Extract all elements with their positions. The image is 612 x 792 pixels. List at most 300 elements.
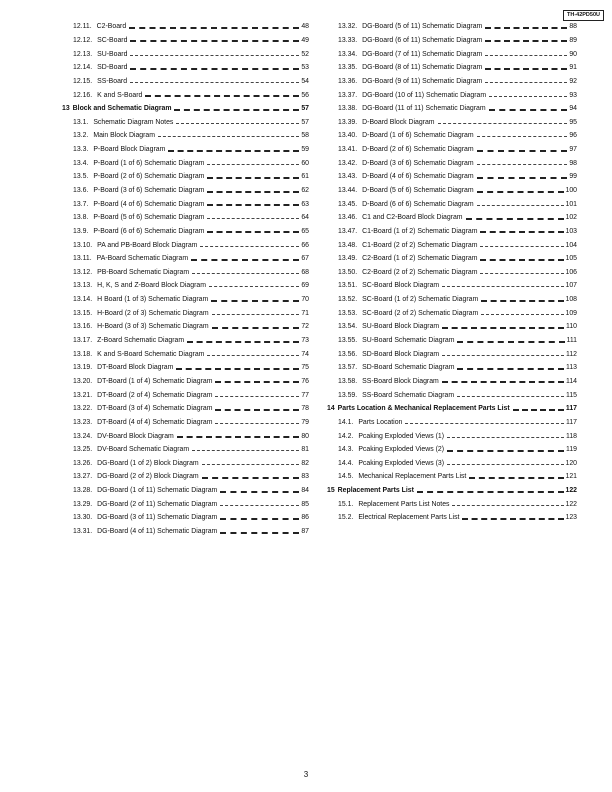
toc-entry-title: Pcaking Exploded Views (3) (358, 459, 444, 467)
toc-entry-title: D-Board (5 of 6) Schematic Diagram (362, 187, 474, 194)
dot-leader (485, 82, 567, 83)
toc-entry-page: 49 (301, 36, 309, 44)
toc-entry-page: 101 (565, 200, 577, 208)
toc-entry-page: 64 (301, 214, 309, 222)
toc-entry-title: SD-Board Schematic Diagram (362, 364, 455, 372)
toc-entry-number: 15 (327, 487, 335, 495)
toc-entry-title: DG-Board (11 of 11) Schematic Diagram (362, 105, 486, 113)
toc-entry[interactable] (327, 88, 577, 102)
dot-leader (187, 341, 299, 343)
toc-entry-page: 61 (301, 173, 309, 181)
toc-entry-page: 56 (301, 91, 309, 99)
toc-entry-title: SC-Board Block Diagram (362, 282, 440, 290)
dot-leader (442, 327, 564, 329)
toc-entry-number: 14 (327, 405, 335, 413)
toc-entry-title: SC-Board (2 of 2) Schematic Diagram (362, 309, 479, 317)
toc-entry-title: DG-Board (1 of 11) Schematic Diagram (97, 487, 218, 495)
dot-leader (191, 259, 299, 261)
toc-entry-title: DT-Board Block Diagram (97, 364, 174, 372)
toc-entry-title: DG-Board (5 of 11) Schematic Diagram (362, 23, 483, 31)
dot-leader (442, 286, 563, 287)
toc-entry-number: 13.58. (338, 377, 358, 385)
dot-leader (481, 314, 563, 315)
toc-entry[interactable] (62, 497, 309, 511)
toc-entry-number: 13.2. (73, 132, 89, 140)
toc-entry-page: 52 (301, 50, 309, 58)
toc-entry[interactable] (62, 293, 309, 307)
toc-entry-number: 13.10. (73, 241, 93, 249)
toc-entry-number: 14.1. (338, 418, 354, 426)
toc-entry-title: Block and Schematic Diagram (72, 105, 172, 113)
toc-entry-page: 54 (301, 77, 309, 85)
toc-entry-number: 13.54. (338, 323, 358, 331)
toc-entry[interactable] (62, 156, 309, 170)
dot-leader (130, 68, 299, 70)
toc-entry[interactable] (327, 47, 577, 61)
toc-entry-page: 59 (301, 146, 309, 154)
toc-section-entry[interactable] (327, 402, 577, 416)
toc-entry[interactable] (327, 197, 577, 211)
toc-entry[interactable] (62, 20, 309, 34)
toc-entry-title: P-Board Block Diagram (93, 146, 166, 154)
toc-entry-number: 13.46. (338, 214, 358, 222)
toc-entry[interactable] (327, 375, 577, 389)
toc-entry-title: Replacement Parts List Notes (358, 500, 450, 508)
toc-entry-title: Schematic Diagram Notes (93, 118, 174, 126)
toc-entry-title: DV-Board Schematic Diagram (97, 446, 190, 454)
toc-entry-page: 60 (301, 159, 309, 167)
toc-entry-title: SU-Board Schematic Diagram (362, 337, 455, 345)
toc-entry-title: D-Board (1 of 6) Schematic Diagram (362, 132, 474, 140)
toc-entry-title: Pcaking Exploded Views (1) (358, 432, 444, 440)
toc-entry[interactable] (327, 497, 577, 511)
toc-entry-page: 48 (301, 23, 309, 31)
dot-leader (477, 191, 564, 193)
toc-entry-page: 120 (565, 459, 577, 467)
toc-entry-title: DT-Board (2 of 4) Schematic Diagram (97, 391, 213, 399)
toc-column-left (62, 20, 309, 538)
toc-entry-page: 114 (566, 377, 577, 385)
toc-entry-number: 13.34. (338, 50, 358, 58)
dot-leader (209, 286, 299, 287)
dot-leader (215, 381, 299, 383)
dot-leader (130, 40, 299, 42)
toc-entry[interactable] (62, 416, 309, 430)
toc-entry-title: C2-Board (1 of 2) Schematic Diagram (362, 255, 478, 263)
toc-entry-page: 115 (566, 391, 577, 399)
toc-entry[interactable] (62, 47, 309, 61)
toc-entry[interactable] (327, 457, 577, 471)
toc-entry[interactable] (327, 211, 577, 225)
toc-entry[interactable] (327, 129, 577, 143)
toc-entry-number: 13.56. (338, 350, 358, 358)
toc-entry[interactable] (62, 61, 309, 75)
toc-entry[interactable] (62, 320, 309, 334)
toc-entry-number: 13.18. (73, 350, 93, 358)
toc-entry[interactable] (327, 347, 577, 361)
dot-leader (215, 396, 299, 397)
dot-leader (480, 231, 563, 233)
toc-entry[interactable] (62, 266, 309, 280)
toc-entry[interactable] (62, 525, 309, 539)
toc-entry-title: SC-Board (97, 36, 128, 44)
toc-entry-page: 75 (301, 364, 309, 372)
toc-entry-page: 104 (565, 241, 577, 249)
dot-leader (485, 40, 567, 42)
toc-entry-page: 97 (569, 146, 577, 154)
toc-entry[interactable] (327, 306, 577, 320)
toc-entry-page: 70 (301, 296, 309, 304)
toc-entry-page: 53 (301, 64, 309, 72)
toc-entry[interactable] (327, 225, 577, 239)
toc-entry[interactable] (62, 443, 309, 457)
toc-entry-title: SC-Board (1 of 2) Schematic Diagram (362, 296, 479, 304)
toc-entry-page: 108 (565, 296, 577, 304)
dot-leader (442, 355, 564, 356)
dot-leader (485, 55, 567, 56)
toc-entry[interactable] (327, 334, 577, 348)
toc-entry-page: 73 (301, 337, 309, 345)
toc-entry-title: DG-Board (6 of 11) Schematic Diagram (362, 36, 483, 44)
toc-entry-title: C1 and C2-Board Block Diagram (362, 214, 463, 222)
dot-leader (207, 231, 299, 233)
toc-entry-number: 13.15. (73, 309, 93, 317)
dot-leader (192, 273, 299, 274)
toc-entry-page: 83 (301, 473, 309, 481)
toc-entry-page: 102 (565, 214, 577, 222)
toc-entry[interactable] (62, 238, 309, 252)
toc-entry-page: 77 (301, 391, 309, 399)
toc-entry-page: 107 (565, 282, 577, 290)
toc-entry-title: D-Board Block Diagram (362, 118, 435, 126)
toc-entry-number: 12.14. (73, 64, 93, 72)
toc-entry-page: 90 (569, 50, 577, 58)
toc-entry-number: 13.35. (338, 64, 358, 72)
dot-leader (207, 164, 299, 165)
dot-leader (212, 314, 300, 315)
dot-leader (192, 450, 299, 451)
toc-entry-title: SD-Board Block Diagram (362, 350, 440, 358)
toc-entry[interactable] (327, 156, 577, 170)
toc-entry-title: Z-Board Schematic Diagram (97, 337, 185, 345)
toc-entry[interactable] (62, 429, 309, 443)
toc-entry-page: 117 (566, 418, 577, 426)
toc-entry-title: K and S-Board Schematic Diagram (97, 350, 205, 358)
dot-leader (477, 205, 564, 206)
toc-entry-number: 12.11. (73, 23, 92, 31)
toc-entry-number: 13.55. (338, 337, 358, 345)
toc-entry[interactable] (327, 61, 577, 75)
toc-entry-title: SS-Board Block Diagram (362, 377, 439, 385)
toc-entry-page: 66 (301, 241, 309, 249)
toc-entry-number: 15.1. (338, 500, 354, 508)
toc-entry-page: 57 (301, 105, 309, 113)
toc-entry[interactable] (62, 402, 309, 416)
toc-entry-title: SU-Board Block Diagram (362, 323, 440, 331)
toc-entry[interactable] (62, 197, 309, 211)
dot-leader (158, 136, 299, 137)
toc-entry-page: 74 (301, 350, 309, 358)
dot-leader (452, 505, 563, 506)
toc-entry-number: 13.9. (73, 227, 89, 235)
toc-entry-number: 13.42. (338, 159, 358, 167)
toc-entry[interactable] (62, 34, 309, 48)
toc-entry[interactable] (327, 115, 577, 129)
toc-entry[interactable] (327, 320, 577, 334)
toc-entry[interactable] (62, 375, 309, 389)
toc-entry-number: 13.5. (73, 173, 89, 181)
toc-section-entry[interactable] (62, 102, 309, 116)
toc-entry[interactable] (327, 75, 577, 89)
toc-entry-number: 13.8. (73, 214, 89, 222)
toc-entry-title: Electrical Replacement Parts List (358, 514, 460, 522)
toc-entry-number: 14.2. (338, 432, 354, 440)
toc-entry-title: P-Board (5 of 6) Schematic Diagram (93, 214, 205, 222)
dot-leader (485, 27, 567, 29)
toc-entry-title: SD-Board (97, 64, 128, 72)
dot-leader (480, 246, 563, 247)
toc-entry-number: 14.3. (338, 446, 354, 454)
toc-entry[interactable] (327, 143, 577, 157)
dot-leader (442, 381, 564, 383)
toc-entry-number: 13.3. (73, 146, 89, 154)
dot-leader (469, 477, 563, 479)
toc-entry-number: 13.19. (73, 364, 93, 372)
toc-entry-number: 13.12. (73, 268, 93, 276)
toc-entry-number: 13.49. (338, 255, 358, 263)
toc-entry-number: 13.48. (338, 241, 358, 249)
toc-entry-title: D-Board (2 of 6) Schematic Diagram (362, 146, 474, 154)
dot-leader (447, 450, 564, 452)
dot-leader (447, 437, 564, 438)
dot-leader (466, 218, 564, 220)
toc-entry-page: 82 (301, 459, 309, 467)
toc-entry-number: 13.24. (73, 432, 93, 440)
toc-entry-number: 13.23. (73, 418, 93, 426)
toc-entry-page: 91 (569, 64, 577, 72)
toc-entry-number: 13.17. (73, 337, 93, 345)
toc-entry-number: 13.22. (73, 405, 93, 413)
toc-entry[interactable] (327, 102, 577, 116)
dot-leader (220, 491, 299, 493)
toc-entry[interactable] (62, 334, 309, 348)
toc-entry[interactable] (62, 115, 309, 129)
toc-entry-title: PA-Board Schematic Diagram (96, 255, 189, 263)
toc-entry-page: 118 (566, 432, 577, 440)
toc-entry[interactable] (327, 361, 577, 375)
dot-leader (438, 123, 568, 124)
toc-entry-page: 76 (301, 377, 309, 385)
toc-entry[interactable] (327, 34, 577, 48)
dot-leader (176, 368, 299, 370)
toc-entry-page: 69 (301, 282, 309, 290)
toc-entry-title: SU-Board (97, 50, 128, 58)
toc-entry[interactable] (62, 184, 309, 198)
toc-entry[interactable] (327, 511, 577, 525)
dot-leader (212, 327, 300, 329)
dot-leader (200, 246, 299, 247)
toc-section-entry[interactable] (327, 484, 577, 498)
toc-entry[interactable] (327, 279, 577, 293)
toc-entry-title: C1-Board (1 of 2) Schematic Diagram (362, 227, 478, 235)
toc-entry-page: 103 (565, 227, 577, 235)
toc-entry[interactable] (62, 143, 309, 157)
dot-leader (177, 436, 300, 438)
dot-leader (405, 423, 564, 424)
toc-entry-number: 13.25. (73, 446, 93, 454)
dot-leader (477, 177, 568, 179)
toc-entry-number: 13.57. (338, 364, 358, 372)
toc-entry[interactable] (327, 266, 577, 280)
toc-entry-page: 112 (566, 350, 577, 358)
dot-leader (485, 68, 567, 70)
toc-entry[interactable] (62, 457, 309, 471)
toc-entry-page: 78 (301, 405, 309, 413)
toc-entry-title: H Board (1 of 3) Schematic Diagram (97, 296, 209, 304)
toc-entry-page: 100 (565, 187, 577, 194)
dot-leader (220, 532, 299, 534)
toc-entry[interactable] (62, 75, 309, 89)
toc-entry-number: 13.33. (338, 36, 358, 44)
toc-entry-number: 13.7. (73, 200, 89, 208)
dot-leader (477, 136, 568, 137)
toc-entry[interactable] (327, 443, 577, 457)
toc-entry[interactable] (62, 470, 309, 484)
toc-entry-number: 13.31. (73, 528, 93, 536)
toc-entry-page: 122 (565, 500, 577, 508)
toc-entry[interactable] (327, 293, 577, 307)
toc-entry-page: 95 (569, 118, 577, 126)
toc-entry[interactable] (62, 170, 309, 184)
toc-entry-title: DT-Board (4 of 4) Schematic Diagram (97, 418, 213, 426)
toc-entry-page: 84 (301, 487, 309, 495)
toc-entry[interactable] (62, 225, 309, 239)
toc-entry[interactable] (327, 470, 577, 484)
toc-entry-page: 111 (566, 337, 577, 345)
toc-entry-title: P-Board (4 of 6) Schematic Diagram (93, 200, 205, 208)
toc-entry-page: 106 (565, 268, 577, 276)
toc-entry[interactable] (327, 20, 577, 34)
toc-entry-page: 81 (301, 446, 309, 454)
toc-entry-title: C1-Board (2 of 2) Schematic Diagram (362, 241, 478, 249)
toc-entry-title: Parts Location (358, 418, 403, 426)
toc-entry[interactable] (62, 484, 309, 498)
toc-entry-page: 121 (565, 473, 577, 481)
toc-entry-title: DG-Board (8 of 11) Schematic Diagram (362, 64, 483, 72)
toc-entry[interactable] (62, 211, 309, 225)
toc-entry-number: 13.36. (338, 77, 358, 85)
toc-entry-title: DG-Board (3 of 11) Schematic Diagram (97, 514, 218, 522)
toc-entry-number: 13.59. (338, 391, 358, 399)
page-number: 3 (303, 770, 309, 779)
toc-entry-number: 15.2. (338, 514, 354, 522)
dot-leader (129, 27, 299, 29)
toc-entry-page: 89 (569, 36, 577, 44)
toc-entry-number: 13.32. (338, 23, 358, 31)
dot-leader (462, 518, 563, 520)
toc-entry-title: DT-Board (3 of 4) Schematic Diagram (97, 405, 213, 413)
toc-entry[interactable] (327, 252, 577, 266)
toc-entry-number: 13.30. (73, 514, 93, 522)
toc-entry-page: 96 (569, 132, 577, 140)
dot-leader (145, 95, 299, 97)
dot-leader (447, 464, 564, 465)
toc-entry-title: DG-Board (10 of 11) Schematic Diagram (362, 91, 487, 99)
toc-entry[interactable] (62, 511, 309, 525)
toc-entry-number: 13.11. (73, 255, 92, 263)
toc-entry[interactable] (327, 184, 577, 198)
toc-entry-page: 65 (301, 227, 309, 235)
toc-entry-number: 13.21. (73, 391, 93, 399)
toc-entry-page: 99 (569, 173, 577, 181)
toc-entry[interactable] (62, 361, 309, 375)
dot-leader (130, 55, 299, 56)
toc-entry[interactable] (62, 306, 309, 320)
toc-entry-number: 13.20. (73, 377, 93, 385)
toc-entry[interactable] (62, 279, 309, 293)
toc-entry-page: 72 (301, 323, 309, 331)
toc-entry-page: 86 (301, 514, 309, 522)
toc-entry-number: 13.47. (338, 227, 358, 235)
dot-leader (207, 218, 299, 219)
toc-entry-title: C2-Board (2 of 2) Schematic Diagram (362, 268, 478, 276)
toc-entry-title: P-Board (6 of 6) Schematic Diagram (93, 227, 205, 235)
dot-leader (207, 355, 299, 356)
toc-entry[interactable] (327, 170, 577, 184)
toc-entry-number: 13.43. (338, 173, 358, 181)
toc-entry-number: 13.16. (73, 323, 93, 331)
toc-entry-number: 13.45. (338, 200, 358, 208)
toc-entry-title: H, K, S and Z-Board Block Diagram (97, 282, 206, 290)
toc-entry-number: 12.16. (73, 91, 93, 99)
toc-entry-title: DG-Board (2 of 11) Schematic Diagram (97, 500, 218, 508)
dot-leader (176, 123, 299, 124)
toc-entry-title: K and S-Board (97, 91, 143, 99)
toc-entry-number: 13.26. (73, 459, 93, 467)
toc-entry-page: 109 (565, 309, 577, 317)
toc-entry-number: 12.15. (73, 77, 93, 85)
toc-entry-title: D-Board (4 of 6) Schematic Diagram (362, 173, 474, 181)
dot-leader (220, 518, 299, 520)
toc-entry[interactable] (327, 429, 577, 443)
dot-leader (481, 300, 563, 302)
dot-leader (457, 341, 564, 343)
toc-entry-number: 14.5. (338, 473, 354, 481)
toc-entry-page: 62 (301, 187, 309, 194)
toc-entry-number: 13.44. (338, 187, 358, 194)
toc-entry-title: DG-Board (7 of 11) Schematic Diagram (362, 50, 483, 58)
toc-entry-title: D-Board (6 of 6) Schematic Diagram (362, 200, 474, 208)
toc-entry-title: P-Board (1 of 6) Schematic Diagram (93, 159, 205, 167)
toc-entry[interactable] (62, 88, 309, 102)
toc-entry[interactable] (327, 388, 577, 402)
toc-entry-title: DG-Board (1 of 2) Block Diagram (97, 459, 199, 467)
dot-leader (513, 409, 564, 411)
toc-entry-number: 13.6. (73, 187, 89, 194)
dot-leader (130, 82, 299, 83)
toc-entry-page: 105 (565, 255, 577, 263)
toc-entry[interactable] (62, 347, 309, 361)
toc-entry[interactable] (62, 252, 309, 266)
toc-entry[interactable] (327, 416, 577, 430)
toc-entry-number: 14.4. (338, 459, 354, 467)
toc-entry[interactable] (327, 238, 577, 252)
toc-entry[interactable] (62, 388, 309, 402)
toc-entry-title: DG-Board (9 of 11) Schematic Diagram (362, 77, 483, 85)
toc-entry[interactable] (62, 129, 309, 143)
toc-entry-number: 13.28. (73, 487, 93, 495)
toc-entry-page: 85 (301, 500, 309, 508)
